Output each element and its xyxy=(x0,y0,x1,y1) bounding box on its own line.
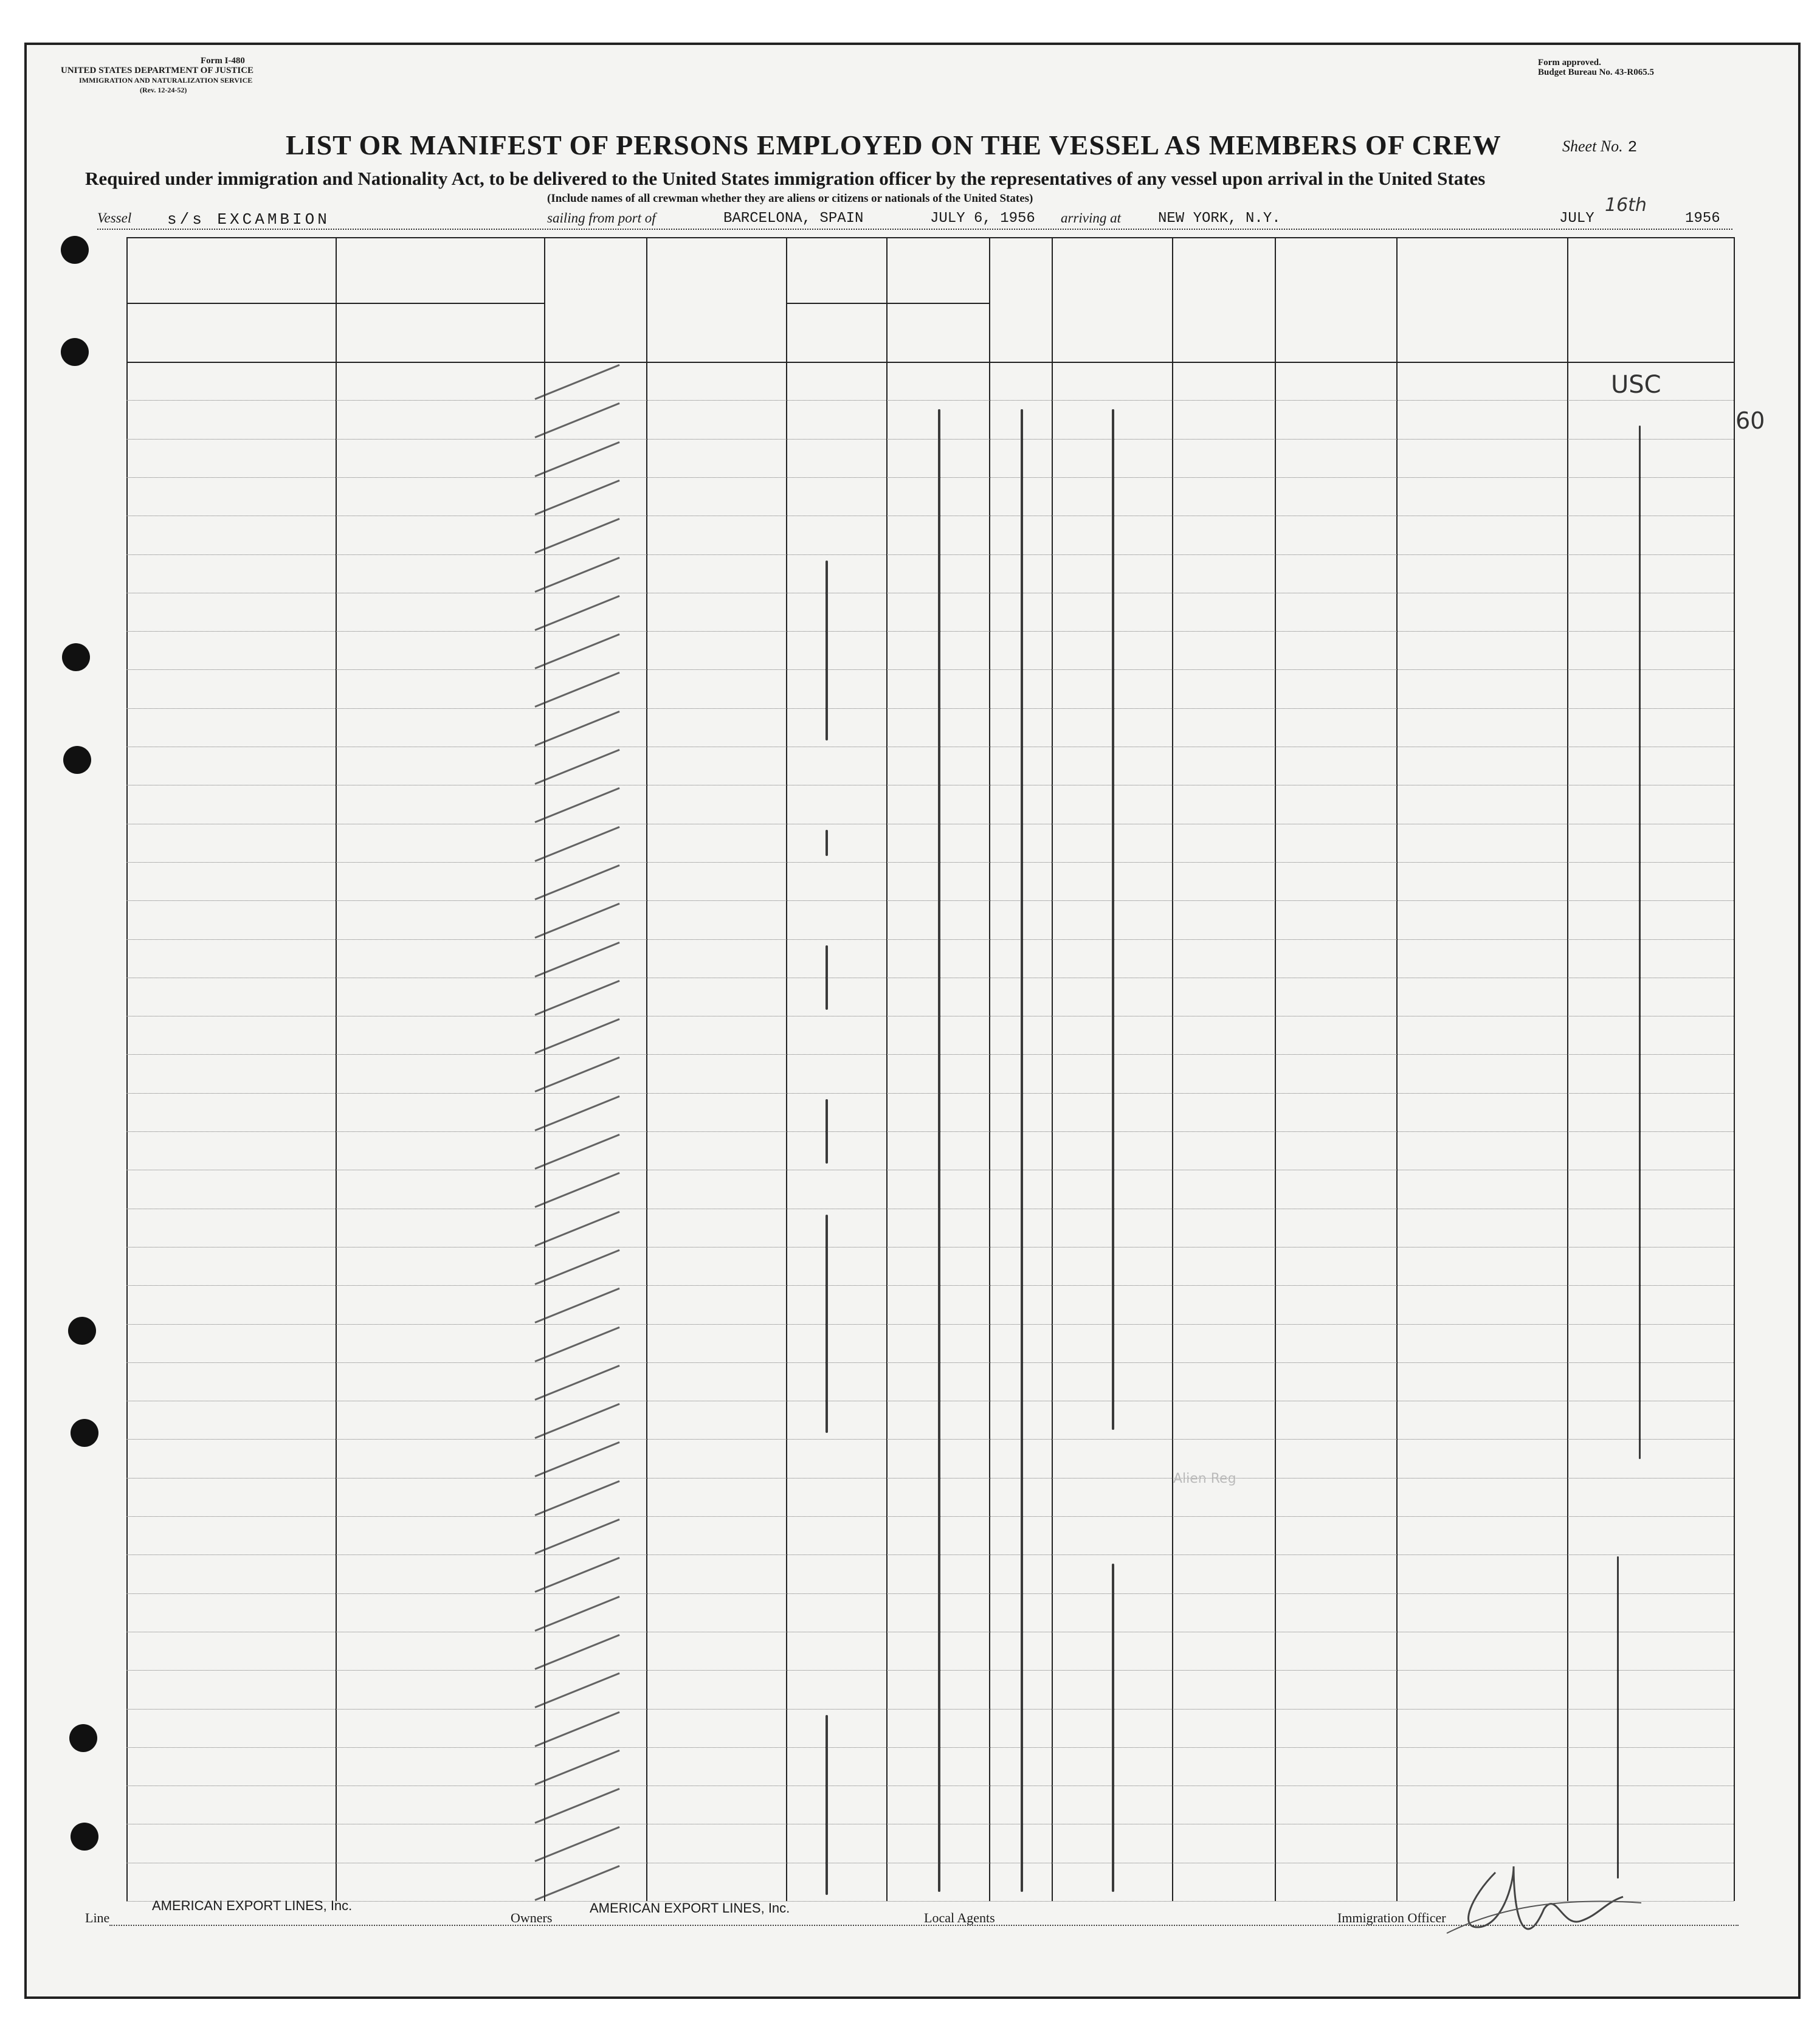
row-rule xyxy=(126,554,1734,555)
column-divider xyxy=(1567,237,1568,1901)
sailing-label: sailing from port of xyxy=(547,210,656,226)
row-rule xyxy=(126,1554,1734,1555)
check-stroke xyxy=(534,1788,619,1824)
ditto-mark xyxy=(826,561,828,741)
requirement-statement: Required under immigration and Nationality Act, to be delivered to the United States immigration officer by the representatives of any vessel upon arrival in the United States xyxy=(85,168,1486,189)
column-divider xyxy=(786,237,787,1901)
page-count-note: 60 xyxy=(1736,407,1765,434)
faint-alien-reg-note: Alien Reg xyxy=(1173,1471,1236,1486)
check-stroke xyxy=(534,633,619,669)
vessel-label: Vessel xyxy=(97,210,132,226)
row-rule xyxy=(126,1593,1734,1594)
check-stroke xyxy=(534,1249,619,1285)
row-rule xyxy=(126,400,1734,401)
punch-hole xyxy=(63,746,91,774)
line-value: AMERICAN EXPORT LINES, Inc. xyxy=(152,1898,353,1913)
row-rule xyxy=(126,1324,1734,1325)
approval-text: Form approved. xyxy=(1538,58,1601,67)
row-rule xyxy=(126,1747,1734,1748)
check-stroke xyxy=(534,787,619,823)
header-bottom-rule xyxy=(126,362,1734,363)
check-stroke xyxy=(534,1403,619,1439)
check-stroke xyxy=(534,749,619,785)
agents-label: Local Agents xyxy=(924,1910,995,1925)
row-rule xyxy=(126,477,1734,478)
check-stroke xyxy=(534,1672,619,1708)
check-stroke xyxy=(534,903,619,939)
action-ditto-arrow xyxy=(1617,1556,1619,1879)
check-stroke xyxy=(534,980,619,1016)
departure-date: JULY 6, 1956 xyxy=(930,210,1035,227)
row-rule xyxy=(126,1439,1734,1440)
check-stroke xyxy=(534,1172,619,1208)
check-stroke xyxy=(534,711,619,747)
row-rule xyxy=(126,1093,1734,1094)
sheet-label: Sheet No. xyxy=(1562,137,1623,155)
row-rule xyxy=(126,900,1734,901)
punch-hole xyxy=(61,338,89,366)
column-divider xyxy=(1172,237,1173,1901)
check-stroke xyxy=(534,402,619,438)
vessel-name: s/s EXCAMBION xyxy=(167,210,330,229)
check-stroke xyxy=(534,556,619,592)
action-ditto-arrow xyxy=(1639,426,1641,1459)
row-rule xyxy=(126,1131,1734,1132)
arrival-year: 1956 xyxy=(1685,210,1720,227)
check-stroke xyxy=(534,1288,619,1323)
column-divider xyxy=(126,237,128,1901)
check-stroke xyxy=(534,1711,619,1747)
row-rule xyxy=(126,862,1734,863)
row-rule xyxy=(126,631,1734,632)
ditto-mark xyxy=(938,409,940,1892)
ditto-mark xyxy=(826,830,828,856)
column-divider xyxy=(989,237,990,1901)
check-stroke xyxy=(534,1519,619,1554)
column-divider xyxy=(1052,237,1053,1901)
officer-signature xyxy=(1422,1836,1653,1970)
punch-hole xyxy=(69,1724,97,1752)
check-stroke xyxy=(534,1596,619,1632)
ditto-mark xyxy=(1112,409,1114,1430)
top-action-note: USC xyxy=(1611,371,1661,399)
table-top-rule xyxy=(126,237,1734,238)
row-rule xyxy=(126,1516,1734,1517)
punch-hole xyxy=(71,1823,98,1851)
department-name: UNITED STATES DEPARTMENT OF JUSTICE xyxy=(61,66,254,75)
check-stroke xyxy=(534,1480,619,1516)
check-stroke xyxy=(534,1134,619,1170)
row-rule xyxy=(126,1362,1734,1363)
column-divider xyxy=(1275,237,1276,1901)
ditto-mark xyxy=(826,1099,828,1164)
row-rule xyxy=(126,439,1734,440)
ditto-mark xyxy=(826,945,828,1010)
owners-label: Owners xyxy=(511,1910,553,1925)
check-stroke xyxy=(534,441,619,477)
arrival-day: 16th xyxy=(1605,195,1647,216)
check-stroke xyxy=(534,1865,619,1901)
check-stroke xyxy=(534,1634,619,1670)
check-stroke xyxy=(534,1096,619,1131)
ditto-mark xyxy=(826,1715,828,1896)
page-title: LIST OR MANIFEST OF PERSONS EMPLOYED ON THE VESSEL AS MEMBERS OF CREW xyxy=(286,129,1501,160)
row-rule xyxy=(126,1709,1734,1710)
arrival-month: JULY xyxy=(1559,210,1594,227)
officer-label: Immigration Officer xyxy=(1337,1910,1446,1925)
check-stroke xyxy=(534,941,619,977)
shipped-subdivider xyxy=(886,303,888,1901)
check-stroke xyxy=(534,1557,619,1593)
check-stroke xyxy=(534,518,619,554)
check-stroke xyxy=(534,1211,619,1247)
shipped-subheader-rule xyxy=(786,303,989,304)
check-stroke xyxy=(534,364,619,400)
owners-value: AMERICAN EXPORT LINES, Inc. xyxy=(590,1900,790,1916)
service-name: IMMIGRATION AND NATURALIZATION SERVICE xyxy=(79,76,253,85)
check-stroke xyxy=(534,1750,619,1786)
arriving-label: arriving at xyxy=(1061,210,1122,226)
check-stroke xyxy=(534,864,619,900)
column-divider xyxy=(544,237,545,1901)
column-divider xyxy=(1396,237,1398,1901)
punch-hole xyxy=(61,236,89,264)
check-stroke xyxy=(534,595,619,631)
row-rule xyxy=(126,1285,1734,1286)
column-divider xyxy=(1734,237,1735,1901)
check-stroke xyxy=(534,1441,619,1477)
row-rule xyxy=(126,1478,1734,1479)
row-rule xyxy=(126,1670,1734,1671)
check-stroke xyxy=(534,1326,619,1362)
punch-hole xyxy=(71,1419,98,1447)
sheet-value: 2 xyxy=(1627,138,1638,156)
punch-hole xyxy=(68,1317,96,1345)
ditto-mark xyxy=(1021,409,1023,1892)
check-stroke xyxy=(534,1826,619,1862)
ditto-mark xyxy=(1112,1564,1114,1892)
check-stroke xyxy=(534,1057,619,1092)
revision-date: (Rev. 12-24-52) xyxy=(140,86,187,94)
departure-port: BARCELONA, SPAIN xyxy=(723,210,864,227)
check-stroke xyxy=(534,1365,619,1401)
column-divider xyxy=(646,237,647,1901)
budget-bureau-number: Budget Bureau No. 43-R065.5 xyxy=(1538,67,1654,77)
form-number: Form I-480 xyxy=(201,56,245,66)
check-stroke xyxy=(534,826,619,862)
include-note: (Include names of all crewman whether they are aliens or citizens or nationals of the United States) xyxy=(547,192,1033,205)
line-label: Line xyxy=(85,1910,110,1925)
name-subdivider xyxy=(336,303,337,1901)
arrival-port: NEW YORK, N.Y. xyxy=(1158,210,1281,227)
check-stroke xyxy=(534,672,619,708)
row-rule xyxy=(126,708,1734,709)
check-stroke xyxy=(534,1018,619,1054)
row-rule xyxy=(126,939,1734,940)
row-rule xyxy=(126,1054,1734,1055)
ditto-mark xyxy=(826,1215,828,1434)
check-stroke xyxy=(534,480,619,516)
punch-hole xyxy=(62,643,90,671)
row-rule xyxy=(126,669,1734,670)
